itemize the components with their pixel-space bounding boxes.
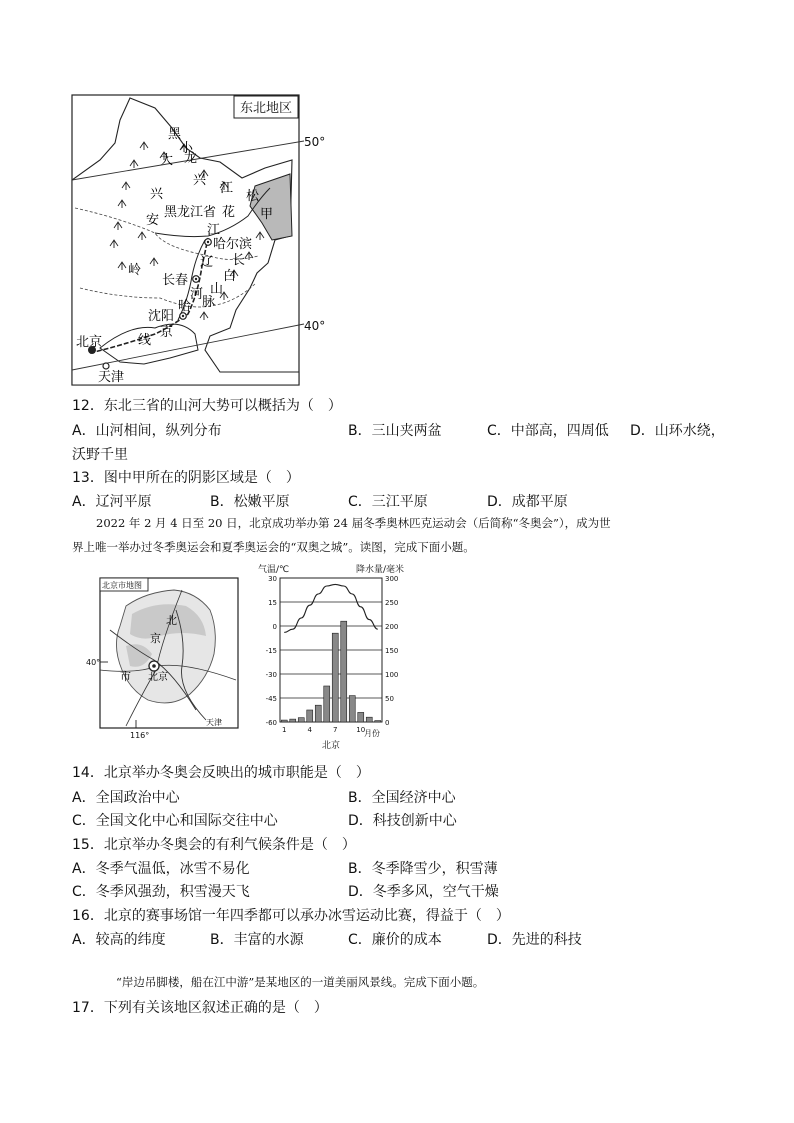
city-label-tianjin: 天津 (98, 370, 125, 385)
temperature-curve (284, 584, 378, 632)
intro-paragraph-line-1: 2022 年 2 月 4 日至 20 日，北京成功举办第 24 届冬季奥林匹克运动会（后简称“冬奥会”），成为世 (96, 516, 611, 530)
city-label-shenyang: 沈阳 (148, 309, 175, 324)
precipitation-bar (358, 712, 364, 722)
question-15-stem: 15．北京举办冬奥会的有利气候条件是（ ） (72, 837, 356, 853)
city-dot-tianjin (103, 363, 109, 369)
question-15-option-b[interactable]: B．冬季降雪少，积雪薄 (348, 861, 498, 877)
question-13-option-b[interactable]: B．松嫩平原 (210, 494, 290, 510)
northeast-china-map (60, 88, 340, 392)
x-tick-label: 4 (307, 726, 312, 734)
mountain-char: 脉 (202, 295, 216, 310)
left-tick-label: -60 (265, 719, 277, 727)
precipitation-bar (366, 717, 372, 722)
question-16-option-c[interactable]: C．廉价的成本 (348, 932, 442, 948)
beijing-climate-chart (252, 558, 412, 752)
left-tick-label: -30 (265, 671, 277, 679)
question-15-option-a[interactable]: A．冬季气温低，冰雪不易化 (72, 861, 250, 877)
question-12-option-d-cont: 沃野千里 (72, 447, 128, 463)
river-char: 江 (220, 181, 234, 196)
city-label-beijing: 北京 (76, 335, 103, 350)
river-char: 黑 (168, 127, 182, 142)
left-tick-label: 15 (268, 599, 277, 607)
x-tick-label: 10 (356, 726, 366, 734)
city-dot-harbin-core (207, 241, 209, 243)
right-tick-label: 150 (385, 647, 399, 655)
lat-label-40: 40° (304, 319, 326, 333)
precipitation-bar (324, 686, 330, 722)
precipitation-bar (290, 719, 296, 722)
city-label-harbin: 哈尔滨 (213, 237, 253, 252)
region-label-jia: 甲 (260, 207, 274, 222)
question-14-option-b[interactable]: B．全国经济中心 (348, 790, 456, 806)
chart-location: 北京 (322, 741, 341, 751)
city-dot-shenyang-core (182, 315, 184, 317)
intro-paragraph-line-2: 界上唯一举办过冬季奥运会和夏季奥运会的“双奥之城”。读图，完成下面小题。 (72, 540, 475, 554)
question-13-stem: 13．图中甲所在的阴影区域是（ ） (72, 470, 300, 486)
river-char: 京 (160, 325, 174, 340)
mountain-char: 兴 (193, 173, 207, 188)
river-char: 线 (138, 333, 152, 348)
left-tick-label: 30 (268, 575, 277, 583)
mountain-char: 长 (232, 253, 246, 268)
river-char: 花 (222, 205, 236, 220)
question-14-option-d[interactable]: D．科技创新中心 (348, 813, 457, 829)
right-axis-label: 降水量/毫米 (356, 565, 405, 575)
right-tick-label: 200 (385, 623, 399, 631)
precipitation-bar (341, 621, 347, 722)
precipitation-bar (281, 720, 287, 722)
precipitation-bar (307, 710, 313, 722)
river-char: 河 (190, 287, 204, 302)
question-12-option-a[interactable]: A．山河相间，纵列分布 (72, 423, 222, 439)
question-13-option-c[interactable]: C．三江平原 (348, 494, 428, 510)
beijing-map-char: 北 (166, 614, 177, 627)
left-tick-label: -45 (265, 695, 277, 703)
left-tick-label: -15 (265, 647, 277, 655)
mountain-char: 岭 (128, 263, 142, 278)
question-15-option-d[interactable]: D．冬季多风，空气干燥 (348, 884, 499, 900)
city-dot-changchun-core (195, 278, 197, 280)
mountain-char: 兴 (150, 187, 164, 202)
river-char: 哈 (178, 299, 192, 314)
beijing-map-lon-label: 116° (130, 731, 150, 740)
precipitation-bar (375, 721, 381, 722)
x-axis-unit: 月份 (364, 729, 380, 738)
province-label: 黑龙江省 (164, 205, 217, 220)
precipitation-bar (315, 705, 321, 722)
river-char: 龙 (184, 151, 198, 166)
lat-label-50: 50° (304, 135, 326, 149)
question-12-option-b[interactable]: B．三山夹两盆 (348, 423, 442, 439)
question-16-option-b[interactable]: B．丰富的水源 (210, 932, 304, 948)
river-char: 江 (207, 223, 221, 238)
question-13-option-d[interactable]: D．成都平原 (487, 494, 568, 510)
beijing-city-label: 北京 (148, 672, 168, 683)
right-tick-label: 300 (385, 575, 399, 583)
question-16-option-d[interactable]: D．先进的科技 (487, 932, 582, 948)
river-char: 松 (246, 189, 260, 204)
beijing-map-lat-label: 40° (86, 658, 101, 667)
intro-paragraph-2: “岸边吊脚楼，船在江中游”是某地区的一道美丽风景线。完成下面小题。 (116, 975, 485, 989)
tianjin-label: 天津 (206, 718, 222, 727)
x-tick-label: 1 (282, 726, 287, 734)
question-12-option-d[interactable]: D．山环水绕， (630, 423, 725, 439)
question-14-option-a[interactable]: A．全国政治中心 (72, 790, 180, 806)
beijing-map-char: 京 (150, 632, 161, 645)
question-14-option-c[interactable]: C．全国文化中心和国际交往中心 (72, 813, 278, 829)
beijing-map-char: 市 (120, 670, 131, 683)
right-tick-label: 100 (385, 671, 399, 679)
right-tick-label: 0 (385, 719, 390, 727)
question-17-stem: 17．下列有关该地区叙述正确的是（ ） (72, 1000, 328, 1016)
precipitation-bar (332, 633, 338, 722)
mountain-char: 山 (210, 282, 224, 297)
question-15-option-c[interactable]: C．冬季风强劲，积雪漫天飞 (72, 884, 250, 900)
precipitation-bars (281, 621, 381, 722)
mountain-char: 小 (180, 141, 194, 156)
beijing-city-dot-core (152, 664, 156, 668)
precipitation-bar (349, 696, 355, 722)
beijing-map-title: 北京市地图 (102, 581, 142, 590)
river-char: 辽 (200, 255, 214, 270)
question-16-option-a[interactable]: A．较高的纬度 (72, 932, 166, 948)
mountain-char: 大 (160, 153, 174, 168)
question-16-stem: 16．北京的赛事场馆一年四季都可以承办冰雪运动比赛，得益于（ ） (72, 908, 510, 924)
x-tick-label: 7 (333, 726, 338, 734)
map-title: 东北地区 (240, 101, 293, 116)
precipitation-bar (298, 718, 304, 722)
beijing-map (86, 570, 246, 742)
left-tick-label: 0 (272, 623, 277, 631)
city-label-changchun: 长春 (162, 273, 189, 288)
right-tick-label: 50 (385, 695, 394, 703)
question-12-option-c[interactable]: C．中部高，四周低 (487, 423, 609, 439)
question-13-option-a[interactable]: A．辽河平原 (72, 494, 152, 510)
mountain-char: 白 (223, 269, 237, 284)
right-tick-label: 250 (385, 599, 399, 607)
left-axis-label: 气温/℃ (258, 565, 290, 575)
mountain-char: 安 (146, 213, 160, 228)
question-14-stem: 14．北京举办冬奥会反映出的城市职能是（ ） (72, 765, 370, 781)
question-12-stem: 12．东北三省的山河大势可以概括为（ ） (72, 398, 342, 414)
gridlines (280, 578, 382, 722)
